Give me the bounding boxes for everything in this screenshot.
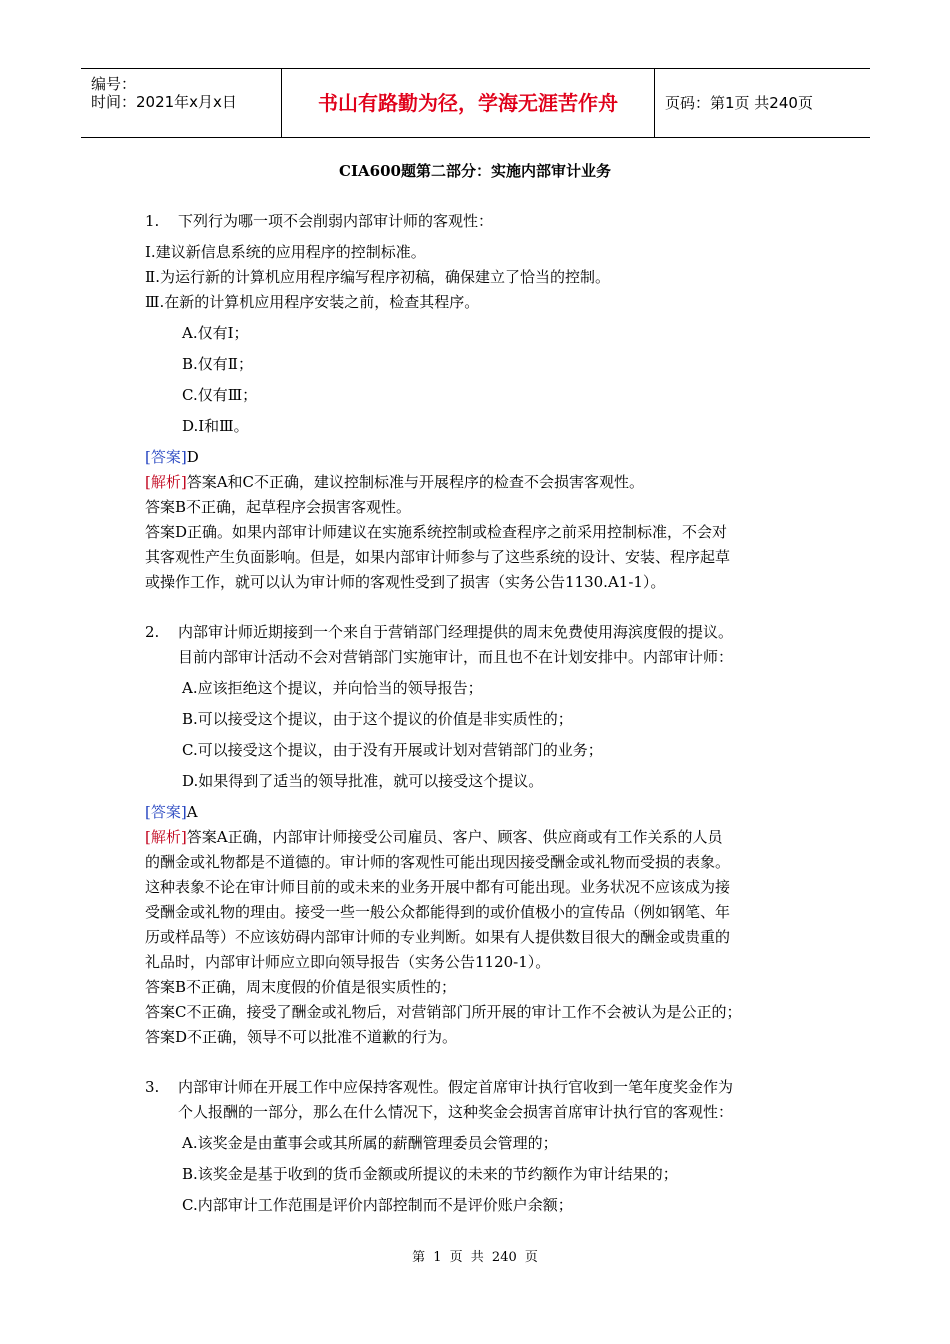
q3-stem-line-1: 内部审计师在开展工作中应保持客观性。假定首席审计执行官收到一笔年度奖金作为 [178, 1078, 734, 1096]
document-title: CIA600题第二部分：实施内部审计业务 [339, 162, 611, 180]
q2-option-d: D.如果得到了适当的领导批准，就可以接受这个提议。 [182, 772, 544, 790]
q2-number: 2. [145, 623, 160, 641]
q1-item-2: Ⅱ.为运行新的计算机应用程序编写程序初稿，确保建立了恰当的控制。 [145, 268, 610, 286]
q2-option-a: A.应该拒绝这个提议，并向恰当的领导报告； [182, 679, 483, 697]
q2-analysis-line-4: 受酬金或礼物的理由。接受一些一般公众都能得到的或价值极小的宣传品（例如钢笔、年 [145, 903, 731, 921]
q1-analysis-line-5: 或操作工作，就可以认为审计师的客观性受到了损害（实务公告1130.A1-1）。 [145, 573, 666, 591]
q2-analysis-line-9: 答案D不正确，领导不可以批准不道歉的行为。 [145, 1028, 458, 1046]
answer-value: D [186, 448, 199, 466]
q1-analysis-line-2: 答案B不正确，起草程序会损害客观性。 [145, 498, 412, 516]
q1-analysis-line-4: 其客观性产生负面影响。但是，如果内部审计师参与了这些系统的设计、安装、程序起草 [145, 548, 731, 566]
q1-stem: 下列行为哪一项不会削弱内部审计师的客观性： [178, 212, 494, 230]
q1-option-c: C.仅有Ⅲ； [182, 386, 258, 404]
header-motto: 书山有路勤为径，学海无涯苦作舟 [282, 69, 655, 137]
q2-option-c: C.可以接受这个提议，由于没有开展或计划对营销部门的业务； [182, 741, 603, 759]
q2-option-b: B.可以接受这个提议，由于这个提议的价值是非实质性的； [182, 710, 573, 728]
number-label: 编号： [91, 75, 137, 93]
q2-analysis-line-3: 这种表象不论在审计师目前的或未来的业务开展中都有可能出现。业务状况不应该成为接 [145, 878, 731, 896]
q2-stem-line-2: 目前内部审计活动不会对营销部门实施审计，而且也不在计划安排中。内部审计师： [178, 648, 734, 666]
q1-answer [145, 447, 199, 467]
analysis-text: 答案A正确，内部审计师接受公司雇员、客户、顾客、供应商或有工作关系的人员 [186, 828, 723, 846]
analysis-tag: [解析] [145, 473, 187, 491]
q3-option-a: A.该奖金是由董事会或其所属的薪酬管理委员会管理的； [182, 1134, 558, 1152]
q3-option-c: C.内部审计工作范围是评价内部控制而不是评价账户余额； [182, 1196, 573, 1214]
q3-number: 3. [145, 1078, 160, 1096]
q2-stem-line-1: 内部审计师近期接到一个来自于营销部门经理提供的周末免费使用海滨度假的提议。 [178, 623, 734, 641]
date-label: 时间：2021年x月x日 [91, 93, 237, 111]
q2-analysis-line-8: 答案C不正确，接受了酬金或礼物后，对营销部门所开展的审计工作不会被认为是公正的； [145, 1003, 742, 1021]
q1-option-b: B.仅有Ⅱ； [182, 355, 253, 373]
header-meta-cell [81, 69, 282, 137]
header-page-info: 页码：第1页 共240页 [665, 94, 813, 112]
q1-analysis-line-3: 答案D正确。如果内部审计师建议在实施系统控制或检查程序之前采用控制标准，不会对 [145, 523, 728, 541]
analysis-text: 答案A和C不正确，建议控制标准与开展程序的检查不会损害客观性。 [186, 473, 645, 491]
answer-tag: [答案] [145, 803, 187, 821]
answer-value: A [186, 803, 198, 821]
page-footer: 第 1 页 共 240 页 [412, 1250, 538, 1265]
q1-analysis-line-1 [145, 472, 644, 492]
q1-item-3: Ⅲ.在新的计算机应用程序安装之前，检查其程序。 [145, 293, 480, 311]
document-header [81, 68, 870, 138]
q2-analysis-line-7: 答案B不正确，周末度假的价值是很实质性的； [145, 978, 457, 996]
q3-option-b: B.该奖金是基于收到的货币金额或所提议的未来的节约额作为审计结果的； [182, 1165, 678, 1183]
answer-tag: [答案] [145, 448, 187, 466]
analysis-tag: [解析] [145, 828, 187, 846]
q1-item-1: Ⅰ.建议新信息系统的应用程序的控制标准。 [145, 243, 426, 261]
q2-analysis-line-5: 历或样品等）不应该妨碍内部审计师的专业判断。如果有人提供数目很大的酬金或贵重的 [145, 928, 731, 946]
q3-stem-line-2: 个人报酬的一部分，那么在什么情况下，这种奖金会损害首席审计执行官的客观性： [178, 1103, 734, 1121]
q2-analysis-line-2: 的酬金或礼物都是不道德的。审计师的客观性可能出现因接受酬金或礼物而受损的表象。 [145, 853, 731, 871]
q1-option-a: A.仅有Ⅰ； [182, 324, 249, 342]
q1-number: 1. [145, 212, 160, 230]
q2-analysis-line-1 [145, 827, 723, 847]
q1-option-d: D.Ⅰ和Ⅲ。 [182, 417, 249, 435]
q2-answer [145, 802, 198, 822]
q2-analysis-line-6: 礼品时，内部审计师应立即向领导报告（实务公告1120-1）。 [145, 953, 551, 971]
